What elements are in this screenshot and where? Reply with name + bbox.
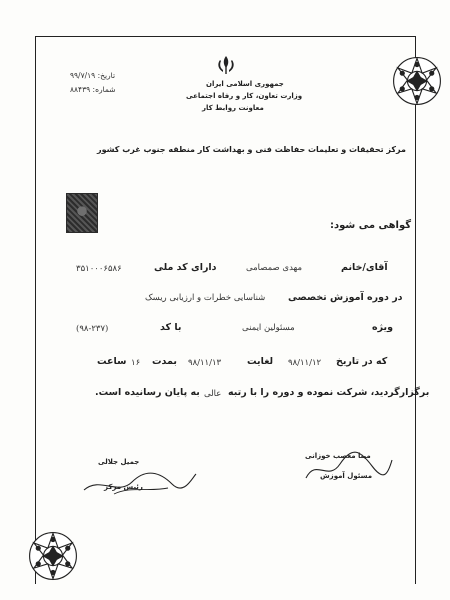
special-value: مسئولین ایمنی	[242, 323, 295, 333]
completion-text-part1: برگزارگردید، شرکت نموده و دوره را با رتبه	[228, 387, 430, 398]
ministry-title: وزارت تعاون، کار و رفاه اجتماعی	[186, 92, 303, 100]
rosette-ornament-top-right	[391, 55, 443, 107]
left-signatory-title: رئیس مرکز	[104, 483, 143, 491]
iran-emblem-icon	[214, 54, 238, 76]
right-signature-scribble	[300, 446, 395, 486]
name-label: آقای/خانم	[341, 262, 388, 273]
code-label: با کد	[160, 322, 182, 333]
republic-title: جمهوری اسلامی ایران	[206, 80, 284, 88]
hours-label: ساعت	[97, 356, 127, 367]
from-date-value: ۹۸/۱۱/۱۲	[288, 358, 322, 368]
course-label: در دوره آموزش تخصصی	[288, 292, 403, 303]
deputy-title: معاونت روابط کار	[202, 104, 264, 112]
national-id-value: ۳۵۱۰۰۰۶۵۸۶	[76, 264, 122, 274]
from-date-label: که در تاریخ	[336, 356, 388, 367]
code-value: (۹۸-۲۳۷)	[76, 324, 109, 334]
certificate-intro: گواهی می شود:	[330, 220, 412, 231]
date-label: تاریخ:	[97, 71, 116, 80]
to-date-label: لغایت	[247, 356, 274, 367]
frame-top-border	[35, 36, 415, 37]
duration-label: بمدت	[152, 356, 177, 367]
left-signatory-name: جمیل جلالی	[98, 458, 140, 466]
frame-left-border	[35, 36, 36, 584]
number-line	[70, 85, 116, 94]
official-stamp	[66, 193, 98, 233]
rosette-ornament-bottom-left	[27, 530, 79, 582]
number-value: ۸۸۴۳۹	[70, 85, 91, 94]
frame-right-border	[415, 36, 416, 584]
course-value: شناسایی خطرات و ارزیابی ریسک	[145, 293, 266, 303]
grade-value: عالی	[204, 389, 222, 399]
right-signatory-name: مینا معصب خوزانی	[305, 452, 371, 460]
number-label: شماره:	[92, 85, 116, 94]
duration-value: ۱۶	[131, 358, 141, 368]
national-id-label: دارای کد ملی	[154, 262, 217, 273]
name-value: مهدی صمصامی	[246, 263, 303, 273]
date-line	[70, 71, 115, 80]
completion-text-part2: به پایان رسانیده است.	[95, 387, 200, 398]
date-value: ۹۹/۷/۱۹	[70, 71, 96, 80]
center-title: مرکز تحقیقات و تعلیمات حفاظت فنی و بهداشت کار منطقه جنوب غرب کشور	[97, 145, 406, 154]
special-label: ویژه	[372, 322, 393, 333]
to-date-value: ۹۸/۱۱/۱۳	[188, 358, 222, 368]
right-signatory-title: مسئول آموزش	[320, 472, 373, 480]
